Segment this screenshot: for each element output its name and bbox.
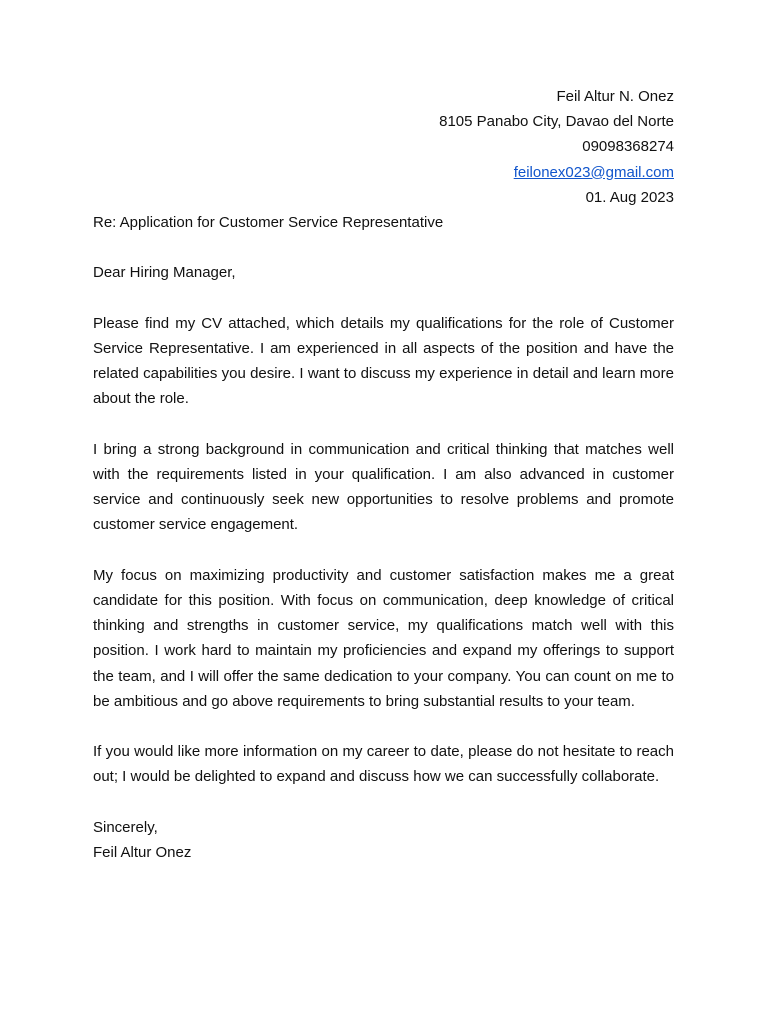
spacer xyxy=(93,412,674,437)
sender-address: 8105 Panabo City, Davao del Norte xyxy=(439,113,674,131)
letter-date: 01. Aug 2023 xyxy=(585,188,674,206)
sender-email-link[interactable]: feilonex023@gmail.com xyxy=(513,163,674,181)
body-paragraph-1: Please find my CV attached, which details my qualifications for the role of Customer Service Representative. I am experienced in all aspects of the position and have the related capabilities you desire. I want to discuss my experience in detail and learn more about the role. xyxy=(93,314,674,408)
spacer xyxy=(93,286,674,311)
spacer xyxy=(93,235,674,260)
subject-line: Re: Application for Customer Service Representative xyxy=(93,214,444,232)
sender-name: Feil Altur N. Onez xyxy=(556,88,674,105)
sender-phone: 09098368274 xyxy=(582,138,674,156)
spacer xyxy=(93,714,674,739)
body-paragraph-3: My focus on maximizing productivity and customer satisfaction makes me a great candidate for this position. With focus on communication, deep knowledge of critical thinking and strengths in customer service, my qualifications match well with this position. I work hard to maintain my proficiencies and expand my offerings to support the team, and I will offer the same dedication to your company. You can count on me to be ambitious and go above requirements to bring substantial results to your team. xyxy=(93,566,674,710)
closing: Sincerely, xyxy=(93,818,158,836)
letter-page xyxy=(93,84,674,865)
body-paragraph-4: If you would like more information on my career to date, please do not hesitate to reach out; I would be delighted to expand and discuss how we can successfully collaborate. xyxy=(93,743,674,786)
sender-block xyxy=(93,84,674,210)
spacer xyxy=(93,790,674,815)
signature-name: Feil Altur Onez xyxy=(93,844,192,861)
salutation: Dear Hiring Manager, xyxy=(93,264,236,282)
spacer xyxy=(93,538,674,563)
body-paragraph-2: I bring a strong background in communication and critical thinking that matches well with the requirements listed in your qualification. I am also advanced in customer service and continuously seek new opportunities to resolve problems and promote customer service engagement. xyxy=(93,440,674,534)
